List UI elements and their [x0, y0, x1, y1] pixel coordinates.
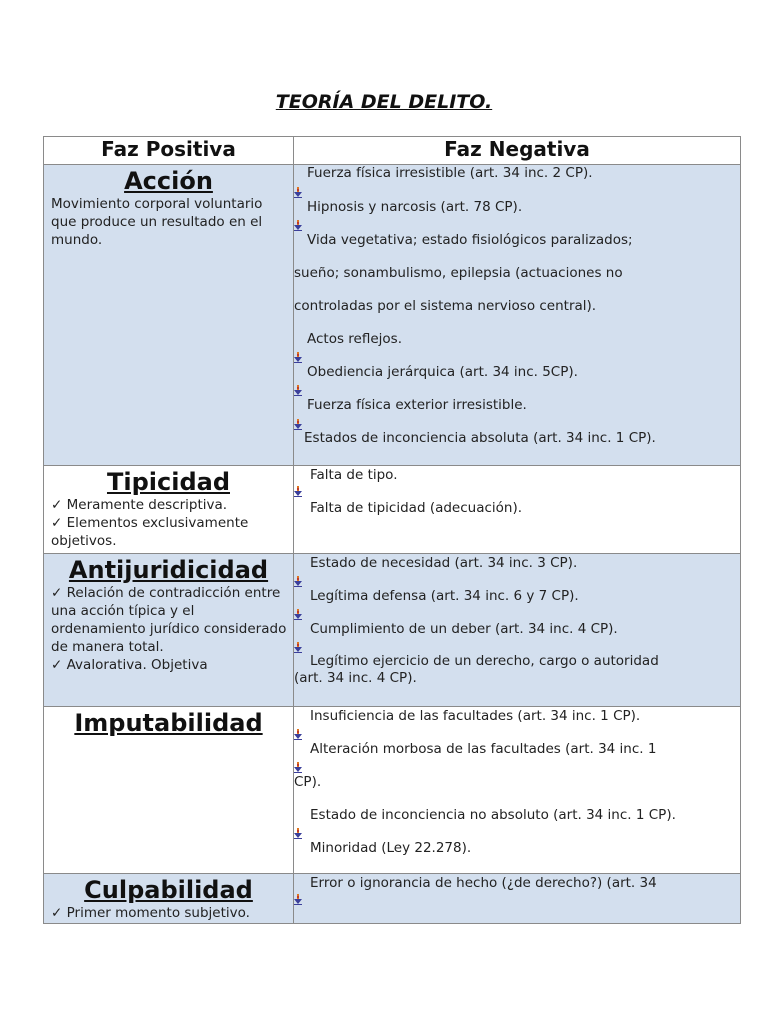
- concept-checks-antijuridicidad: [44, 584, 293, 674]
- list-item: [294, 429, 740, 451]
- check-item: [51, 496, 287, 514]
- list-item: [294, 330, 740, 363]
- check-item: [51, 514, 287, 550]
- list-item: [294, 165, 740, 198]
- list-item-text: Legítima defensa (art. 34 inc. 6 y 7 CP).: [310, 588, 579, 604]
- row-antijuridicidad: [44, 554, 741, 707]
- list-item-text: (art. 34 inc. 4 CP).: [294, 670, 417, 686]
- list-item-text: Estado de necesidad (art. 34 inc. 3 CP).: [310, 555, 578, 571]
- list-item-text: Alteración morbosa de las facultades (art. 34 inc. 1: [310, 741, 657, 757]
- list-item-text: Legítimo ejercicio de un derecho, cargo o autoridad: [310, 653, 659, 669]
- list-item-text: Estados de inconciencia absoluta (art. 34 inc. 1 CP).: [304, 430, 656, 446]
- list-item-text: Error o ignorancia de hecho (¿de derecho?) (art. 34: [310, 875, 657, 891]
- check-item-text: Meramente descriptiva.: [66, 497, 228, 513]
- arrow-bullet-icon: [294, 729, 302, 740]
- check-item-text: Relación de contradicción entre una acción típica y el ordenamiento jurídico considerado de manera total.: [51, 585, 287, 655]
- cell-tipicidad-negative: [294, 466, 741, 554]
- list-item-text: Minoridad (Ley 22.278).: [310, 840, 472, 856]
- list-item-text: Fuerza física exterior irresistible.: [307, 397, 527, 413]
- list-item: [294, 198, 740, 231]
- check-item-text: Elementos exclusivamente objetivos.: [51, 515, 249, 549]
- arrow-bullet-icon: [294, 352, 302, 363]
- check-item: [51, 656, 287, 674]
- list-item: [294, 653, 740, 687]
- list-item: [294, 740, 740, 773]
- list-item: [294, 806, 740, 839]
- list-item: [294, 231, 740, 264]
- list-item-text: Falta de tipo.: [310, 467, 398, 483]
- arrow-bullet-icon: [294, 220, 302, 231]
- list-item-text: sueño; sonambulismo, epilepsia (actuaciones no: [294, 265, 623, 281]
- check-item-text: Primer momento subjetivo.: [66, 905, 250, 921]
- concept-checks-tipicidad: [44, 496, 293, 550]
- list-item: [294, 773, 740, 806]
- arrow-bullet-icon: [294, 894, 302, 905]
- theory-table: [43, 136, 741, 924]
- cell-antijuridicidad-positive: [44, 554, 294, 707]
- row-imputabilidad: [44, 707, 741, 874]
- cell-imputabilidad-negative: [294, 707, 741, 874]
- row-culpabilidad: [44, 874, 741, 924]
- arrow-bullet-icon: [294, 385, 302, 396]
- check-item-text: Avalorativa. Objetiva: [66, 657, 208, 673]
- list-item: [294, 264, 740, 297]
- header-faz-negativa: Faz Negativa: [294, 137, 741, 165]
- list-item: [294, 396, 740, 429]
- concept-title-antijuridicidad: Antijuridicidad: [68, 556, 269, 584]
- concept-title-tipicidad: Tipicidad: [106, 468, 230, 496]
- table-header-row: [44, 137, 741, 165]
- list-item-text: CP).: [294, 774, 322, 790]
- check-item: [51, 584, 287, 656]
- header-faz-positiva: Faz Positiva: [44, 137, 294, 165]
- list-item: [294, 707, 740, 740]
- check-icon: ✓: [51, 497, 67, 513]
- list-item: [294, 587, 740, 620]
- check-icon: ✓: [51, 585, 67, 601]
- arrow-bullet-icon: [294, 576, 302, 587]
- arrow-bullet-icon: [294, 828, 302, 839]
- cell-accion-negative: [294, 165, 741, 466]
- list-item: [294, 499, 740, 521]
- arrow-bullet-icon: [294, 762, 302, 773]
- list-item-text: Falta de tipicidad (adecuación).: [310, 500, 523, 516]
- list-item-text: Hipnosis y narcosis (art. 78 CP).: [307, 199, 523, 215]
- list-item-text: Fuerza física irresistible (art. 34 inc. 2 CP).: [307, 165, 593, 181]
- cell-accion-positive: [44, 165, 294, 466]
- cell-tipicidad-positive: [44, 466, 294, 554]
- concept-title-accion: Acción: [124, 167, 213, 195]
- list-item-text: controladas por el sistema nervioso central).: [294, 298, 597, 314]
- arrow-bullet-icon: [294, 609, 302, 620]
- cell-culpabilidad-positive: [44, 874, 294, 924]
- list-item-text: Cumplimiento de un deber (art. 34 inc. 4 CP).: [310, 621, 618, 637]
- row-tipicidad: [44, 466, 741, 554]
- list-item-text: Insuficiencia de las facultades (art. 34 inc. 1 CP).: [310, 708, 641, 724]
- check-icon: ✓: [51, 905, 67, 921]
- concept-title-culpabilidad: Culpabilidad: [84, 876, 253, 904]
- arrow-bullet-icon: [294, 642, 302, 653]
- arrow-bullet-icon: [294, 486, 302, 497]
- list-item-text: Actos reflejos.: [307, 331, 403, 347]
- list-item-text: Vida vegetativa; estado fisiológicos paralizados;: [307, 232, 633, 248]
- list-item: [294, 839, 740, 861]
- list-item-text: Obediencia jerárquica (art. 34 inc. 5CP).: [307, 364, 578, 380]
- check-icon: ✓: [51, 515, 67, 531]
- list-item: [294, 466, 740, 499]
- cell-antijuridicidad-negative: [294, 554, 741, 707]
- list-item: [294, 363, 740, 396]
- list-item: [294, 620, 740, 653]
- cell-imputabilidad-positive: [44, 707, 294, 874]
- list-item: [294, 874, 740, 907]
- list-item-text: Estado de inconciencia no absoluto (art. 34 inc. 1 CP).: [310, 807, 676, 823]
- document-title: TEORÍA DEL DELITO.: [275, 91, 493, 113]
- list-item: [294, 297, 740, 330]
- check-icon: ✓: [51, 657, 67, 673]
- check-item: [51, 904, 287, 922]
- arrow-bullet-icon: [294, 187, 302, 198]
- row-accion: [44, 165, 741, 466]
- concept-checks-culpabilidad: [44, 904, 293, 922]
- concept-description-accion: Movimiento corporal voluntario que produce un resultado en el mundo.: [51, 196, 263, 248]
- cell-culpabilidad-negative: [294, 874, 741, 924]
- concept-title-imputabilidad: Imputabilidad: [74, 709, 263, 737]
- list-item: [294, 554, 740, 587]
